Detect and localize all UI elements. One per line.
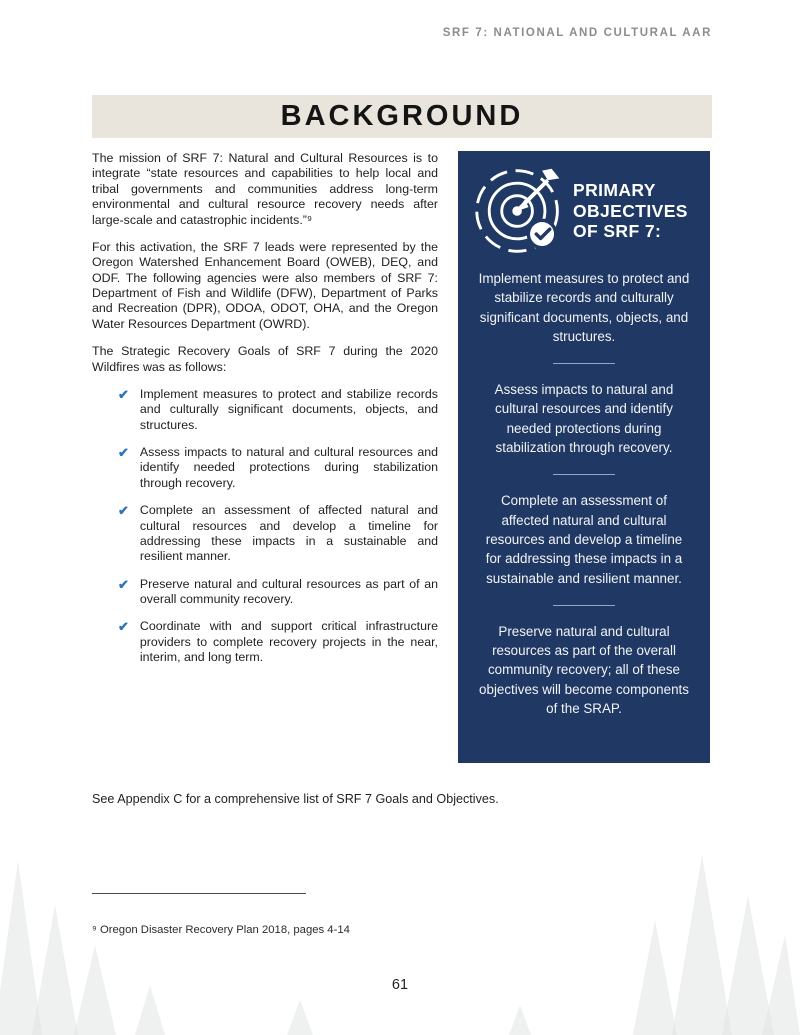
goal-list	[118, 387, 438, 666]
goal-text: Assess impacts to natural and cultural resources and identify needed protections during stabilization through recovery.	[139, 445, 438, 490]
check-icon: ✔	[118, 386, 129, 402]
sidebar-objective: Implement measures to protect and stabilize records and culturally significant documents, objects, and structures.	[478, 271, 690, 344]
list-item	[118, 387, 438, 433]
divider	[553, 363, 615, 364]
page-number: 61	[391, 977, 409, 993]
goal-text: Complete an assessment of affected natural and cultural resources and develop a timeline for addressing these impacts in a sustainable and resilient manner.	[139, 503, 438, 564]
goal-text: Preserve natural and cultural resources as part of an overall community recovery.	[139, 576, 438, 606]
list-item	[118, 445, 438, 491]
list-item	[118, 503, 438, 565]
objectives-sidebar	[458, 151, 710, 763]
forest-watermark	[0, 850, 800, 1035]
page-title: BACKGROUND	[280, 100, 524, 132]
closing-line: See Appendix C for a comprehensive list of SRF 7 Goals and Objectives.	[92, 792, 499, 806]
check-icon: ✔	[118, 503, 129, 519]
target-dart-check-icon	[471, 163, 567, 259]
check-icon: ✔	[118, 619, 129, 635]
check-icon: ✔	[118, 445, 129, 460]
paragraph-mission: The mission of SRF 7: Natural and Cultural Resources is to integrate “state resources and capabilities to help local and tribal governments and communities address long-term environmental and cultural resource recovery needs after large-scale and catastrophic incidents.”⁹	[92, 151, 438, 227]
check-icon: ✔	[118, 576, 129, 592]
divider	[553, 605, 615, 606]
running-header: SRF 7: NATIONAL AND CULTURAL AAR	[442, 27, 712, 39]
goal-text: Coordinate with and support critical infrastructure providers to complete recovery projects in the near, interim, and long term.	[139, 619, 438, 665]
footnote-text: ⁹ Oregon Disaster Recovery Plan 2018, pages 4-14	[92, 924, 350, 936]
title-banner	[92, 95, 712, 138]
divider	[553, 474, 615, 475]
sidebar-header	[471, 163, 697, 259]
sidebar-objective: Preserve natural and cultural resources as part of the overall community recovery; all of these objectives will become components of the SRAP.	[479, 623, 689, 717]
list-item	[118, 577, 438, 608]
paragraph-goals-intro: The Strategic Recovery Goals of SRF 7 during the 2020 Wildfires was as follows:	[92, 344, 438, 374]
list-item	[118, 619, 438, 665]
paragraph-activation: For this activation, the SRF 7 leads were represented by the Oregon Watershed Enhancement Board (OWEB), DEQ, and ODF. The following agencies were also members of SRF 7: Department of Fish and Wildlife (DFW), Department of Parks and Recreation (DPR), ODOA, ODOT, OHA, and the Oregon Water Resources Department (OWRD).	[92, 239, 438, 331]
sidebar-objective: Assess impacts to natural and cultural resources and identify needed protections during stabilization through recovery.	[494, 382, 674, 456]
body-column	[92, 151, 438, 678]
sidebar-heading: PRIMARY OBJECTIVES OF SRF 7:	[573, 180, 688, 242]
goal-text: Implement measures to protect and stabilize records and culturally significant documents, objects, and structures.	[139, 386, 438, 432]
footnote-rule	[92, 893, 306, 894]
sidebar-objective: Complete an assessment of affected natural and cultural resources and develop a timeline for addressing these impacts in a sustainable and resilient manner.	[485, 493, 683, 586]
